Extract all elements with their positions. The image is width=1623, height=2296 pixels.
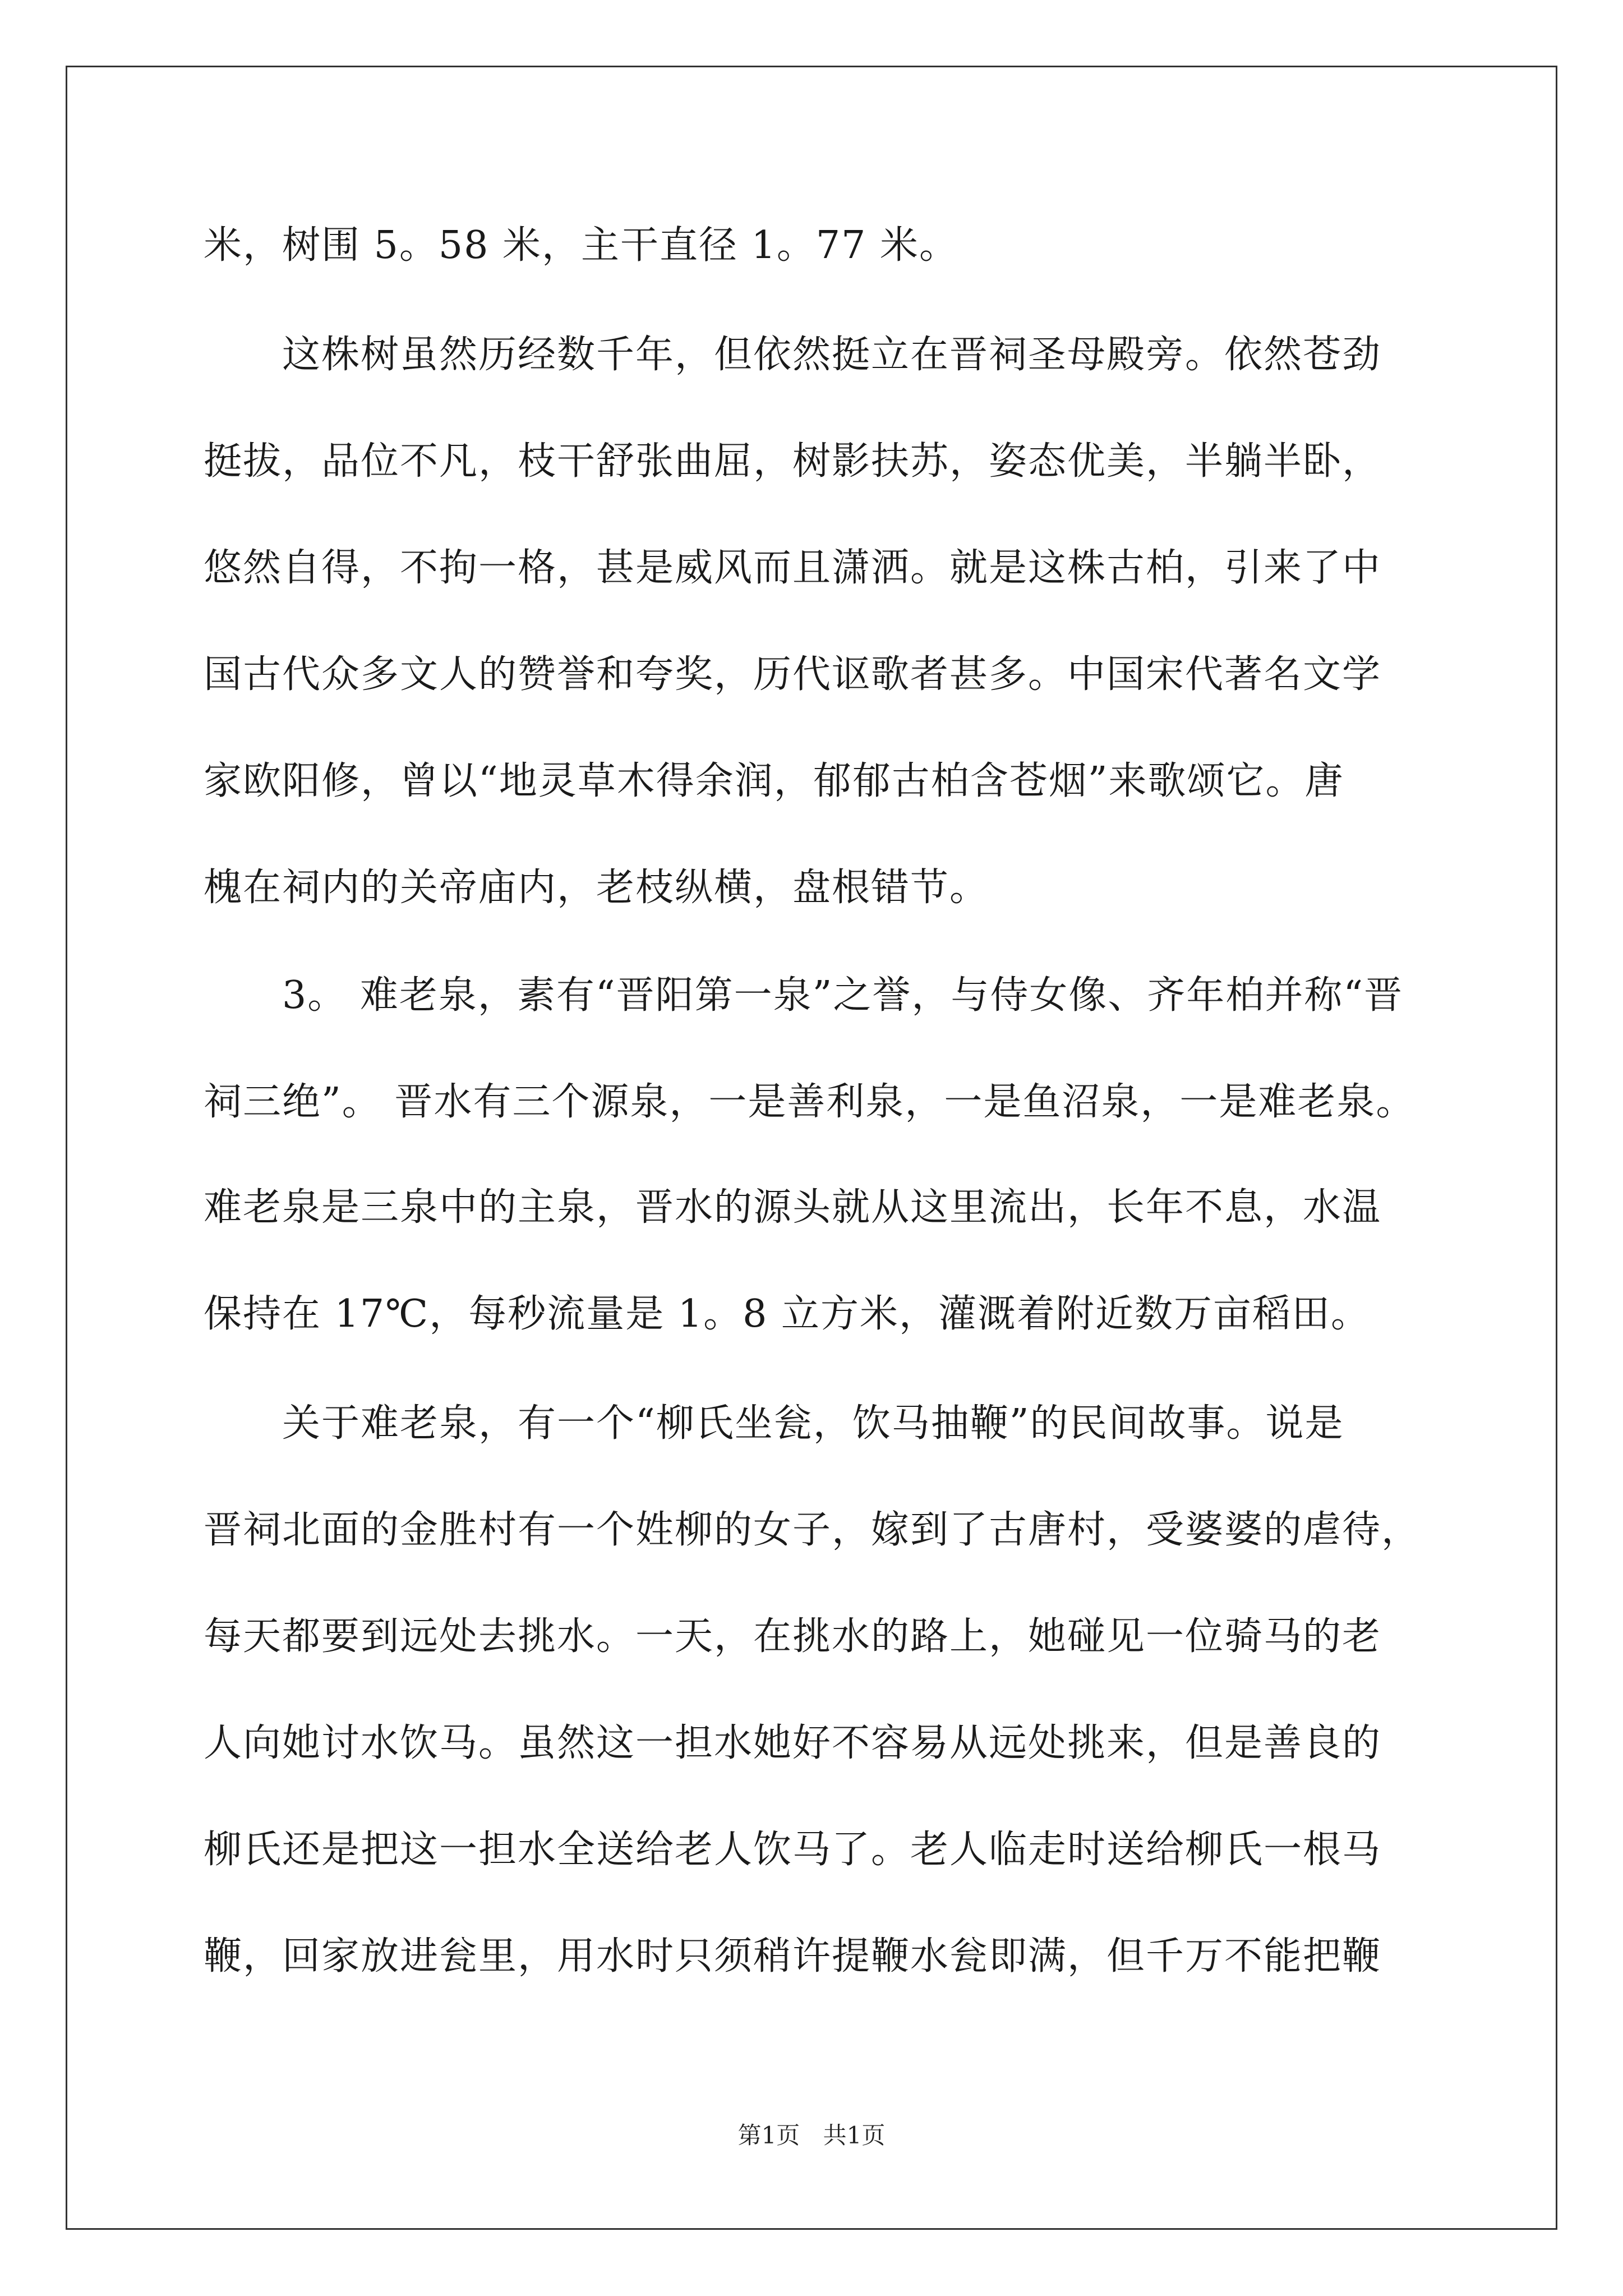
text-line: 槐在祠内的关帝庙内，老枝纵横，盘根错节。 bbox=[204, 866, 989, 910]
page-total: 共1页 bbox=[823, 2122, 886, 2149]
page-footer bbox=[0, 2119, 1623, 2152]
text-line: 关于难老泉，有一个“柳氏坐瓮，饮马抽鞭”的民间故事。说是 bbox=[204, 1401, 1344, 1446]
text-line: 柳氏还是把这一担水全送给老人饮马了。老人临走时送给柳氏一根马 bbox=[204, 1828, 1382, 1872]
text-line: 人向她讨水饮马。虽然这一担水她好不容易从远处挑来，但是善良的 bbox=[204, 1721, 1382, 1765]
text-line: 祠三绝”。 晋水有三个源泉，一是善利泉，一是鱼沼泉，一是难老泉。 bbox=[204, 1080, 1415, 1124]
text-line: 鞭，回家放进瓮里，用水时只须稍许提鞭水瓮即满，但千万不能把鞭 bbox=[204, 1934, 1382, 1978]
text-line: 米，树围 5。58 米，主干直径 1。77 米。 bbox=[204, 223, 959, 268]
text-line: 保持在 17℃，每秒流量是 1。8 立方米，灌溉着附近数万亩稻田。 bbox=[204, 1292, 1370, 1336]
text-line: 家欧阳修，曾以“地灵草木得余润，郁郁古柏含苍烟”来歌颂它。唐 bbox=[204, 759, 1344, 803]
text-line: 每天都要到远处去挑水。一天，在挑水的路上，她碰见一位骑马的老 bbox=[204, 1614, 1382, 1659]
text-line: 国古代众多文人的赞誉和夸奖，历代讴歌者甚多。中国宋代著名文学 bbox=[204, 652, 1382, 697]
text-line: 晋祠北面的金胜村有一个姓柳的女子，嫁到了古唐村，受婆婆的虐待， bbox=[204, 1508, 1421, 1552]
text-line: 挺拔，品位不凡，枝干舒张曲屈，树影扶苏，姿态优美，半躺半卧， bbox=[204, 439, 1382, 484]
page-current: 第1页 bbox=[737, 2122, 800, 2149]
text-line: 这株树虽然历经数千年，但依然挺立在晋祠圣母殿旁。依然苍劲 bbox=[204, 333, 1382, 377]
text-line: 难老泉是三泉中的主泉，晋水的源头就从这里流出，长年不息，水温 bbox=[204, 1185, 1382, 1230]
page-frame bbox=[66, 66, 1557, 2230]
text-line: 悠然自得，不拘一格，甚是威风而且潇洒。就是这株古柏，引来了中 bbox=[204, 546, 1382, 590]
text-line: 3。 难老泉，素有“晋阳第一泉”之誉，与侍女像、齐年柏并称“晋 bbox=[204, 973, 1404, 1018]
